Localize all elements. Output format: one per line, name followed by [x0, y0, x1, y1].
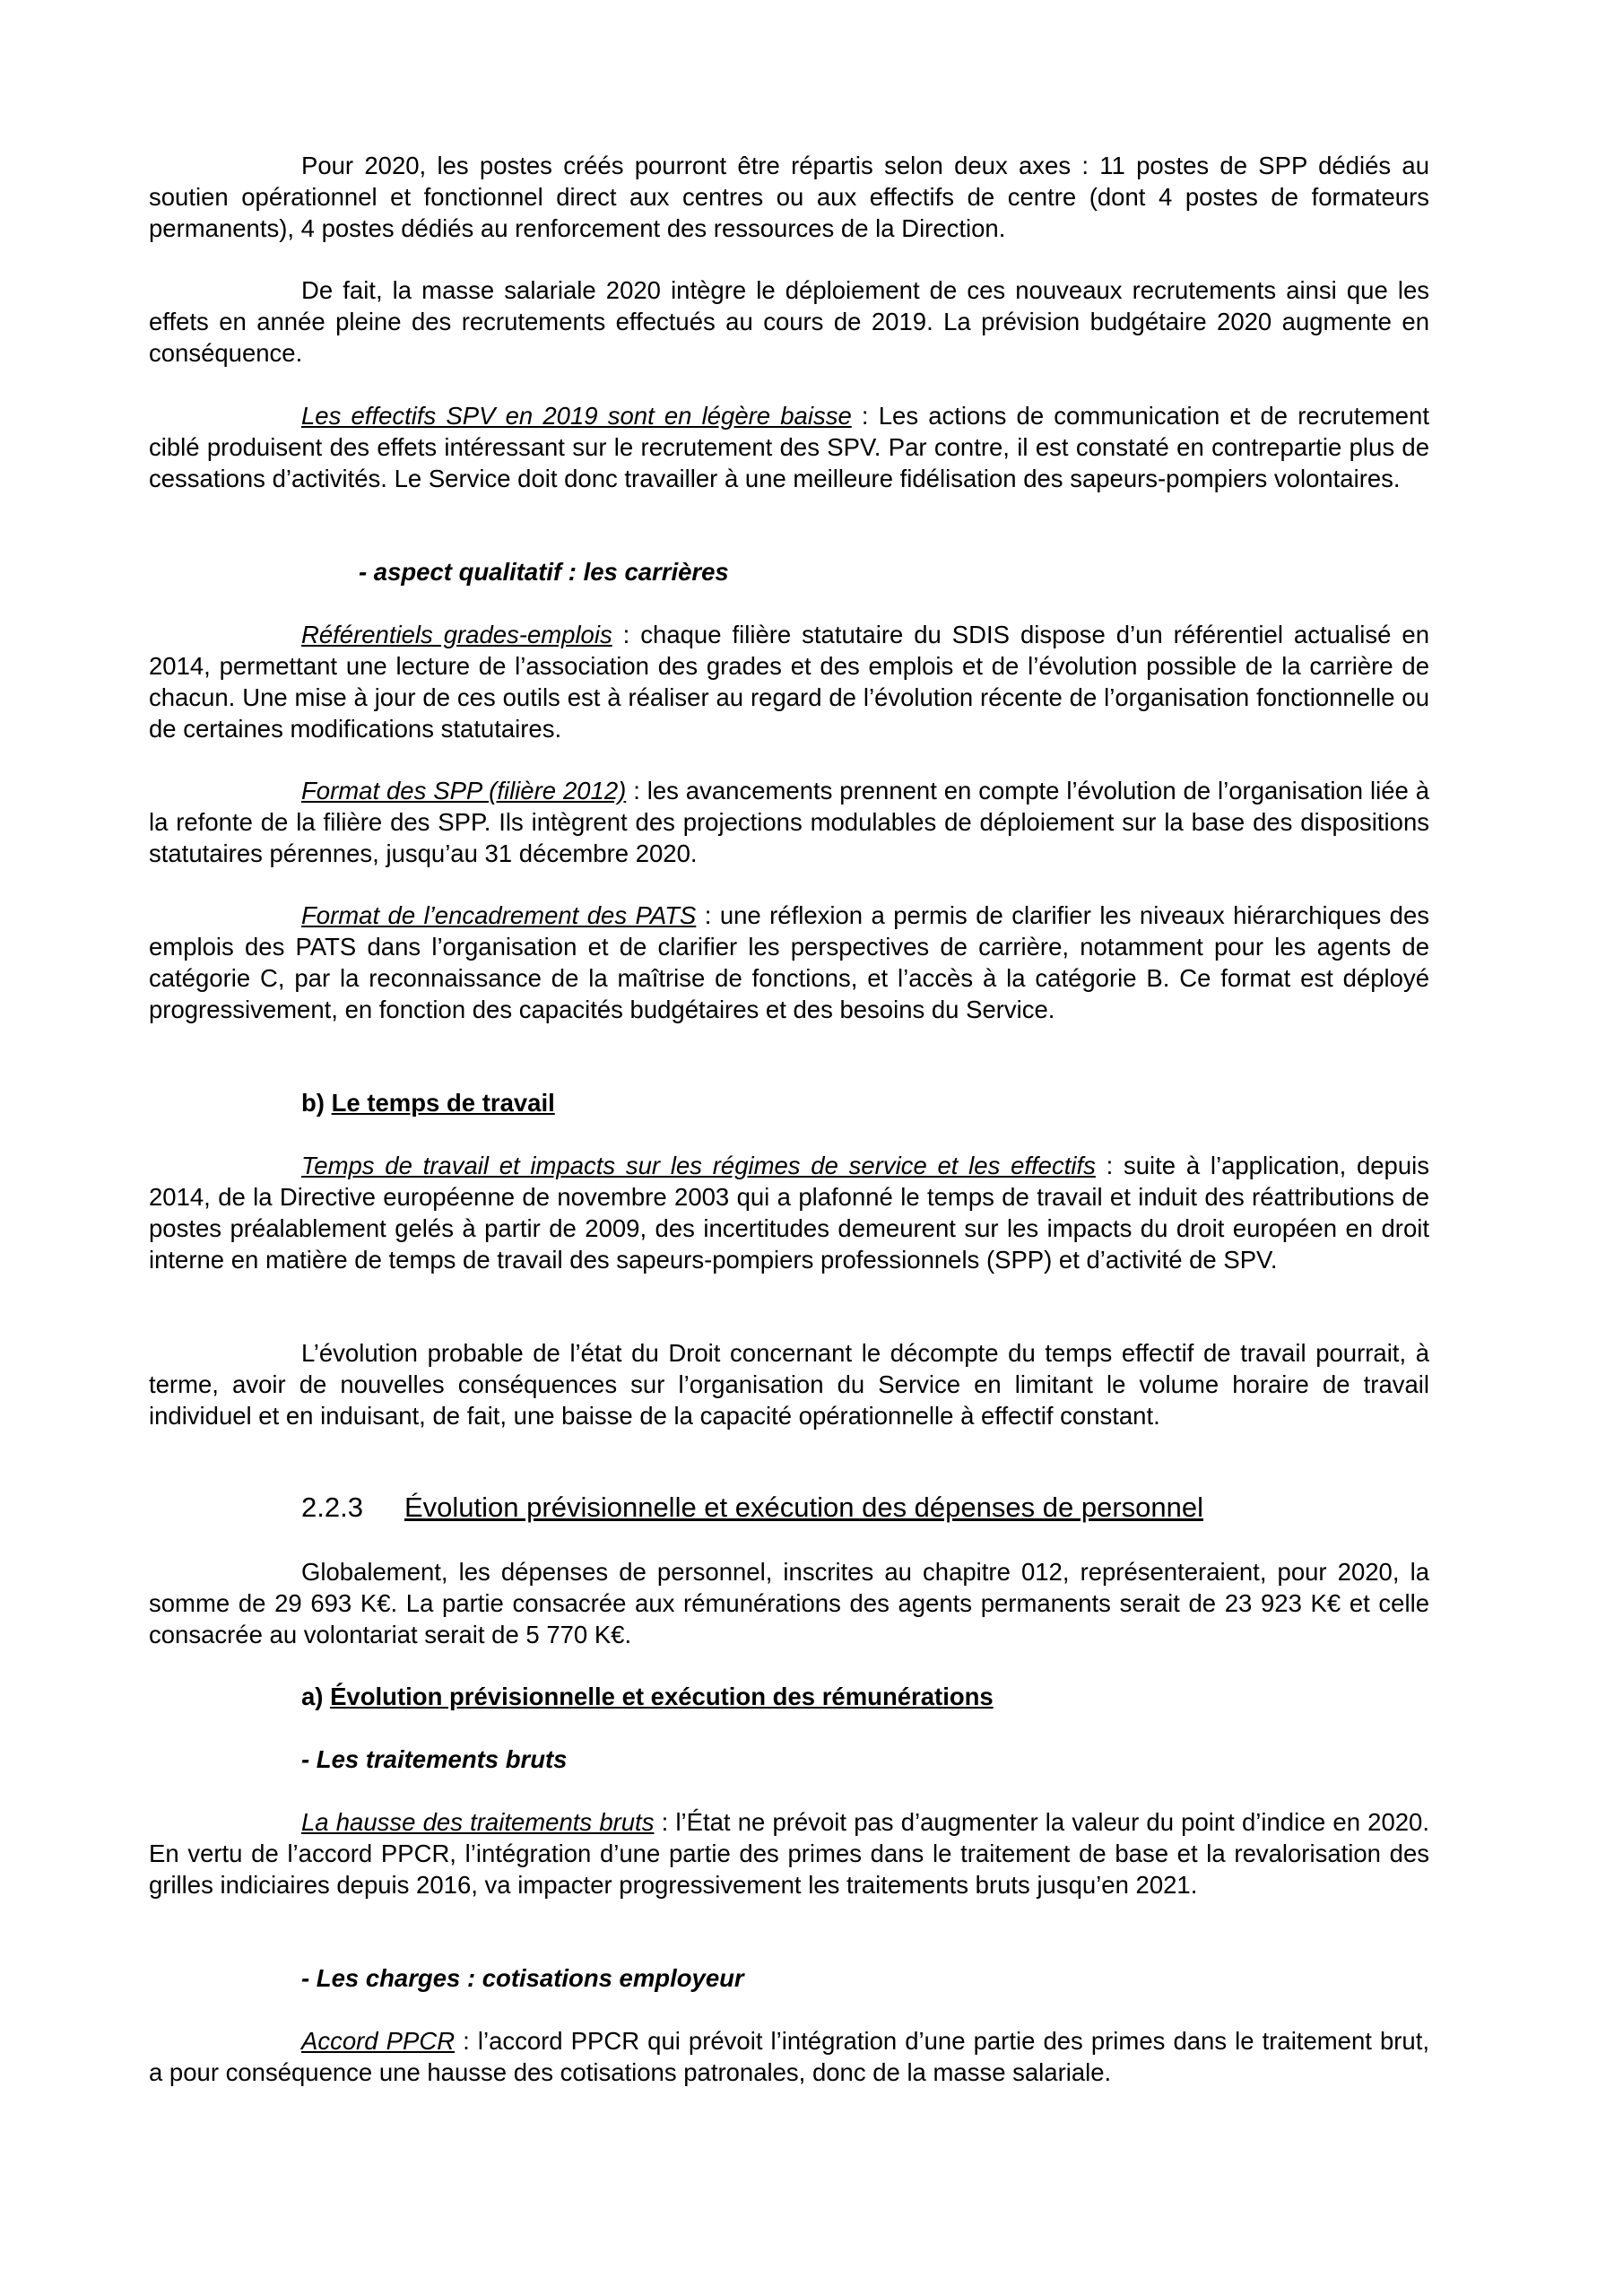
- paragraph-accord-ppcr: Accord PPCR : l’accord PPCR qui prévoit l’intégration d’une partie des primes dans le traitement brut, a pour conséquence une hausse des cotisations patronales, donc de la masse salariale.: [149, 2027, 1429, 2086]
- paragraph-masse-salariale: De fait, la masse salariale 2020 intègre le déploiement de ces nouveaux recrutements ainsi que les effets en année pleine des recrutements effectués au cours de 2019. La prévision budgétaire 2020 augmente en conséquence.: [149, 276, 1429, 367]
- paragraph-text: une réflexion a permis de clarifier les niveaux hiérarchiques des emplois des PATS dans l’organisation et de clarifier les perspectives de carrière, notamment pour les agents de catégorie C, par la reconnaissance de la maîtrise de fonctions, et l’accès à la catégorie B. Ce format est déployé progressivement, en fonction des capacités budgétaires et des besoins du Service.: [149, 901, 1430, 1023]
- paragraph-format-spp: Format des SPP (filière 2012) : les avancements prennent en compte l’évolution de l’organisation liée à la refonte de la filière des SPP. Ils intègrent des projections modulables de déploiement sur la base des dispositions statutaires pérennes, jusqu’au 31 décembre 2020.: [149, 777, 1429, 867]
- paragraph-text: Les actions de communication et de recrutement ciblé produisent des effets intéressant sur le recrutement des SPV. Par contre, il est constaté en contrepartie plus de cessations d’activités. Le Service doit donc travailler à une meilleure fidélisation des sapeurs-pompiers volontaires.: [149, 402, 1429, 492]
- heading-charges: - Les charges : cotisations employeur: [301, 1964, 744, 1992]
- paragraph-label: Accord PPCR: [301, 2027, 456, 2055]
- heading-traitements-bruts: - Les traitements bruts: [301, 1745, 568, 1773]
- section-number: 2.2.3: [301, 1492, 363, 1523]
- paragraph-label: Format de l’encadrement des PATS: [301, 901, 697, 929]
- paragraph-depenses-personnel: Globalement, les dépenses de personnel, inscrites au chapitre 012, représenteraient, pour 2020, la somme de 29 693 K€. La partie consacrée aux rémunérations des agents permanents serait de 23 923 K€ et celle consacrée au volontariat serait de 5 770 K€.: [149, 1558, 1429, 1648]
- heading-title: Évolution prévisionnelle et exécution des rémunérations: [330, 1683, 994, 1710]
- paragraph-label: Temps de travail et impacts sur les régimes de service et les effectifs: [301, 1152, 1096, 1179]
- paragraph-text: chaque filière statutaire du SDIS dispose d’un référentiel actualisé en 2014, permettant une lecture de l’association des grades et des emplois et de l’évolution possible de la carrière de chacun. Une mise à jour de ces outils est à réaliser au regard de l’évolution récente de l’organisation fonctionnelle ou de certaines modifications statutaires.: [149, 621, 1430, 743]
- heading-temps-de-travail: b) Le temps de travail: [301, 1089, 555, 1117]
- paragraph-label: Format des SPP (filière 2012): [301, 777, 627, 804]
- section-title: Évolution prévisionnelle et exécution des dépenses de personnel: [404, 1492, 1203, 1523]
- paragraph-text: l’État ne prévoit pas d’augmenter la valeur du point d’indice en 2020. En vertu de l’accord PPCR, l’intégration d’une partie des primes dans le traitement de base et la revalorisation des grilles indiciaires depuis 2016, va impacter progressivement les traitements bruts jusqu’en 2021.: [149, 1808, 1429, 1899]
- paragraph-referentiels: Référentiels grades-emplois : chaque filière statutaire du SDIS dispose d’un référentiel actualisé en 2014, permettant une lecture de l’association des grades et des emplois et de l’évolution possible de la carrière de chacun. Une mise à jour de ces outils est à réaliser au regard de l’évolution récente de l’organisation fonctionnelle ou de certaines modifications statutaires.: [149, 621, 1430, 743]
- paragraph-temps-de-travail: Temps de travail et impacts sur les régimes de service et les effectifs : suite à l’application, depuis 2014, de la Directive européenne de novembre 2003 qui a plafonné le temps de travail et induit des réattributions de postes préalablement gelés à partir de 2009, des incertitudes demeurent sur les impacts du droit européen en droit interne en matière de temps de travail des sapeurs-pompiers professionnels (SPP) et d’activité de SPV.: [149, 1152, 1429, 1274]
- heading-remunerations: a) Évolution prévisionnelle et exécution des rémunérations: [301, 1683, 994, 1710]
- paragraph-label: Les effectifs SPV en 2019 sont en légère baisse: [301, 402, 852, 430]
- paragraph-text: suite à l’application, depuis 2014, de la Directive européenne de novembre 2003 qui a plafonné le temps de travail et induit des réattributions de postes préalablement gelés à partir de 2009, des incertitudes demeurent sur les impacts du droit européen en droit interne en matière de temps de travail des sapeurs-pompiers professionnels (SPP) et d’activité de SPV.: [149, 1152, 1429, 1274]
- section-heading-2-2-3: [301, 1491, 1582, 1525]
- heading-title: Le temps de travail: [331, 1089, 555, 1117]
- paragraph-format-pats: Format de l’encadrement des PATS : une réflexion a permis de clarifier les niveaux hiérarchiques des emplois des PATS dans l’organisation et de clarifier les perspectives de carrière, notamment pour les agents de catégorie C, par la reconnaissance de la maîtrise de fonctions, et l’accès à la catégorie B. Ce format est déployé progressivement, en fonction des capacités budgétaires et des besoins du Service.: [149, 901, 1430, 1023]
- subheading-carrieres: - aspect qualitatif : les carrières: [359, 558, 729, 586]
- paragraph-label: La hausse des traitements bruts: [301, 1808, 655, 1836]
- paragraph-text: les avancements prennent en compte l’évolution de l’organisation liée à la refonte de la filière des SPP. Ils intègrent des projections modulables de déploiement sur la base des dispositions statutaires pérennes, jusqu’au 31 décembre 2020.: [149, 777, 1429, 867]
- paragraph-label: Référentiels grades-emplois: [301, 621, 612, 648]
- paragraph-postes-2020: Pour 2020, les postes créés pourront être répartis selon deux axes : 11 postes de SPP dédiés au soutien opérationnel et fonctionnel direct aux centres ou aux effectifs de centre (dont 4 postes de formateurs permanents), 4 postes dédiés au renforcement des ressources de la Direction.: [149, 152, 1429, 242]
- paragraph-text: l’accord PPCR qui prévoit l’intégration d’une partie des primes dans le traitement brut, a pour conséquence une hausse des cotisations patronales, donc de la masse salariale.: [149, 2027, 1429, 2086]
- paragraph-effectifs-spv: Les effectifs SPV en 2019 sont en légère baisse : Les actions de communication et de recrutement ciblé produisent des effets intéressant sur le recrutement des SPV. Par contre, il est constaté en contrepartie plus de cessations d’activités. Le Service doit donc travailler à une meilleure fidélisation des sapeurs-pompiers volontaires.: [149, 402, 1429, 492]
- paragraph-hausse-traitements: La hausse des traitements bruts : l’État ne prévoit pas d’augmenter la valeur du point d’indice en 2020. En vertu de l’accord PPCR, l’intégration d’une partie des primes dans le traitement de base et la revalorisation des grilles indiciaires depuis 2016, va impacter progressivement les traitements bruts jusqu’en 2021.: [149, 1808, 1429, 1899]
- paragraph-evolution-droit: L’évolution probable de l’état du Droit concernant le décompte du temps effectif de travail pourrait, à terme, avoir de nouvelles conséquences sur l’organisation du Service en limitant le volume horaire de travail individuel et en induisant, de fait, une baisse de la capacité opérationnelle à effectif constant.: [149, 1339, 1429, 1430]
